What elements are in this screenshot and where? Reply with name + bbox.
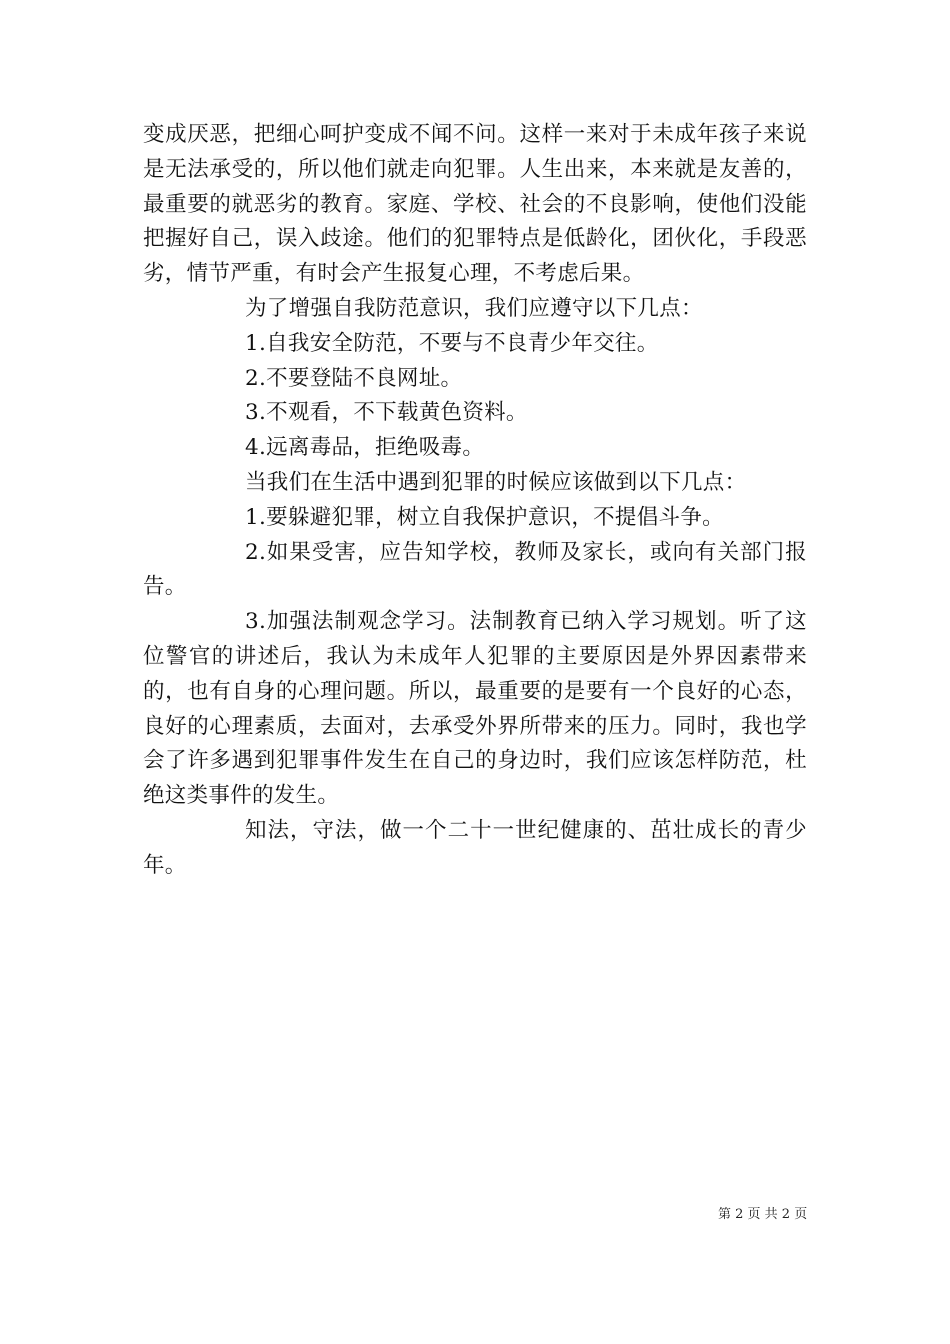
paragraph-prevention-intro: 为了增强自我防范意识，我们应遵守以下几点： (245, 295, 703, 321)
paragraph-prevention-item-4: 4.远离毒品，拒绝吸毒。 (245, 435, 485, 461)
paragraph-prevention-item-2: 2.不要登陆不良网址。 (245, 365, 463, 391)
page-number-footer: 第 2 页 共 2 页 (718, 1207, 808, 1222)
paragraph-prevention-item-3: 3.不观看，不下载黄色资料。 (245, 400, 528, 426)
document-body (143, 118, 807, 884)
paragraph-prevention-item-1: 1.自我安全防范，不要与不良青少年交往。 (245, 330, 659, 356)
paragraph-response-intro: 当我们在生活中遇到犯罪的时候应该做到以下几点： (245, 469, 747, 495)
paragraph-response-item-2: 2.如果受害，应告知学校，教师及家长，或向有关部门报告。 (143, 539, 807, 600)
paragraph-continuation: 变成厌恶，把细心呵护变成不闻不问。这样一来对于未成年孩子来说是无法承受的，所以他们就走向犯罪。人生出来，本来就是友善的，最重要的就恶劣的教育。家庭、学校、社会的不良影响，使他们没能把握好自己，误入歧途。他们的犯罪特点是低龄化，团伙化，手段恶劣，情节严重，有时会产生报复心理，不考虑后果。 (143, 122, 807, 287)
paragraph-response-item-3: 3.加强法制观念学习。法制教育已纳入学习规划。听了这位警官的讲述后，我认为未成年人犯罪的主要原因是外界因素带来的，也有自身的心理问题。所以，最重要的是要有一个良好的心态，良好的心理素质，去面对，去承受外界所带来的压力。同时，我也学会了许多遇到犯罪事件发生在自己的身边时，我们应该怎样防范，杜绝这类事件的发生。 (143, 609, 807, 809)
paragraph-response-item-1: 1.要躲避犯罪，树立自我保护意识，不提倡斗争。 (245, 504, 724, 530)
paragraph-conclusion: 知法，守法，做一个二十一世纪健康的、茁壮成长的青少年。 (143, 817, 807, 878)
